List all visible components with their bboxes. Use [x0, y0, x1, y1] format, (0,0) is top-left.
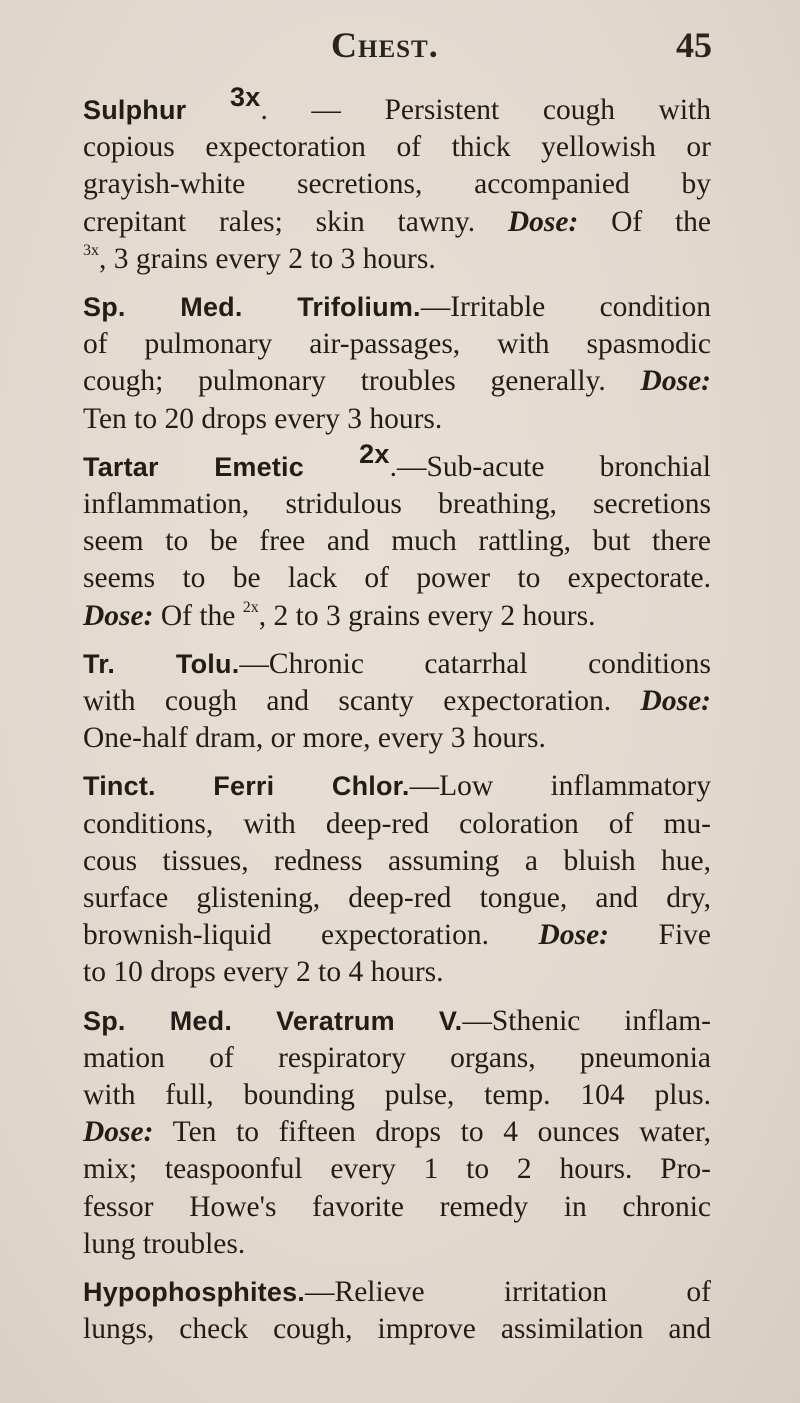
page-number: 45 — [676, 25, 712, 65]
dose-label: Dose: — [507, 205, 579, 238]
dose-label: Dose: — [83, 1116, 154, 1149]
potency: 3x — [230, 82, 261, 112]
remedy-name: Sulphur — [83, 95, 187, 125]
remedy-name: Sp. Med. Trifolium. — [83, 292, 421, 323]
potency: 2x — [359, 438, 390, 469]
remedy-name: Sp. Med. Veratrum V. — [83, 1005, 463, 1036]
body-text — [83, 82, 712, 1360]
dose-label: Dose: — [640, 685, 711, 718]
entry-hypophosphites: Hypophosphites.—Relieve irritation of lungs, check cough, improve assimilation and — [83, 1276, 711, 1346]
dose-label: Dose: — [640, 365, 711, 398]
entry-veratrum: Sp. Med. Veratrum V.—Sthenic inflam- mation of respiratory organs, pneumonia with full, bounding pulse, temp. 104 plus. Dose: Ten to fifteen drops to 4 ounces water, mix; teaspoonful every 1 to 2 hours. Pro- fessor Howe's favorite remedy in chronic lung troubles. — [83, 1004, 711, 1260]
page-header — [0, 22, 800, 72]
remedy-name: Tartar Emetic — [83, 451, 304, 482]
entry-trifolium: Sp. Med. Trifolium.—Irritable condition of pulmonary air-passages, with spasmodic cough; pulmonary troubles generally. Dose: Ten to 20 drops every 3 hours. — [83, 291, 711, 435]
remedy-name: Tinct. Ferri Chlor. — [83, 771, 410, 802]
entry-tolu: Tr. Tolu.—Chronic catarrhal conditions with cough and scanty expectoration. Dose: One-half dram, or more, every 3 hours. — [83, 647, 711, 755]
remedy-name: Hypophosphites. — [83, 1277, 306, 1308]
entry-tartar-emetic: Tartar Emetic $^{2x}$.—Sub-acute bronchial inflammation, stridulous breathing, secretions seem to be free and much rattling, but there seems to be lack of power to expectorate. Dose: Of the $^{2x}$, 2 to 3 grains every 2 hours. — [83, 438, 711, 632]
remedy-name: Tr. Tolu. — [83, 648, 240, 679]
dose-label: Dose: — [83, 599, 154, 632]
dose-label: Dose: — [538, 919, 609, 952]
running-title: Chest. — [331, 25, 439, 65]
entry-sulphur: Sulphur $^{3x}$. — Persistent cough with copious expectoration of thick yellowish or grayish-white secretions, accompanied by crepitant rales; skin tawny. Dose: Of the $^{3x}$, 3 grains every 2 to 3 hours. — [83, 82, 712, 275]
entry-ferri-chlor: Tinct. Ferri Chlor.—Low inflammatory conditions, with deep-red coloration of mu- cous tissues, redness assuming a bluish hue, surface glistening, deep-red tongue, and dry, brownish-liquid expectoration. Dose: Five to 10 drops every 2 to 4 hours. — [83, 770, 712, 989]
